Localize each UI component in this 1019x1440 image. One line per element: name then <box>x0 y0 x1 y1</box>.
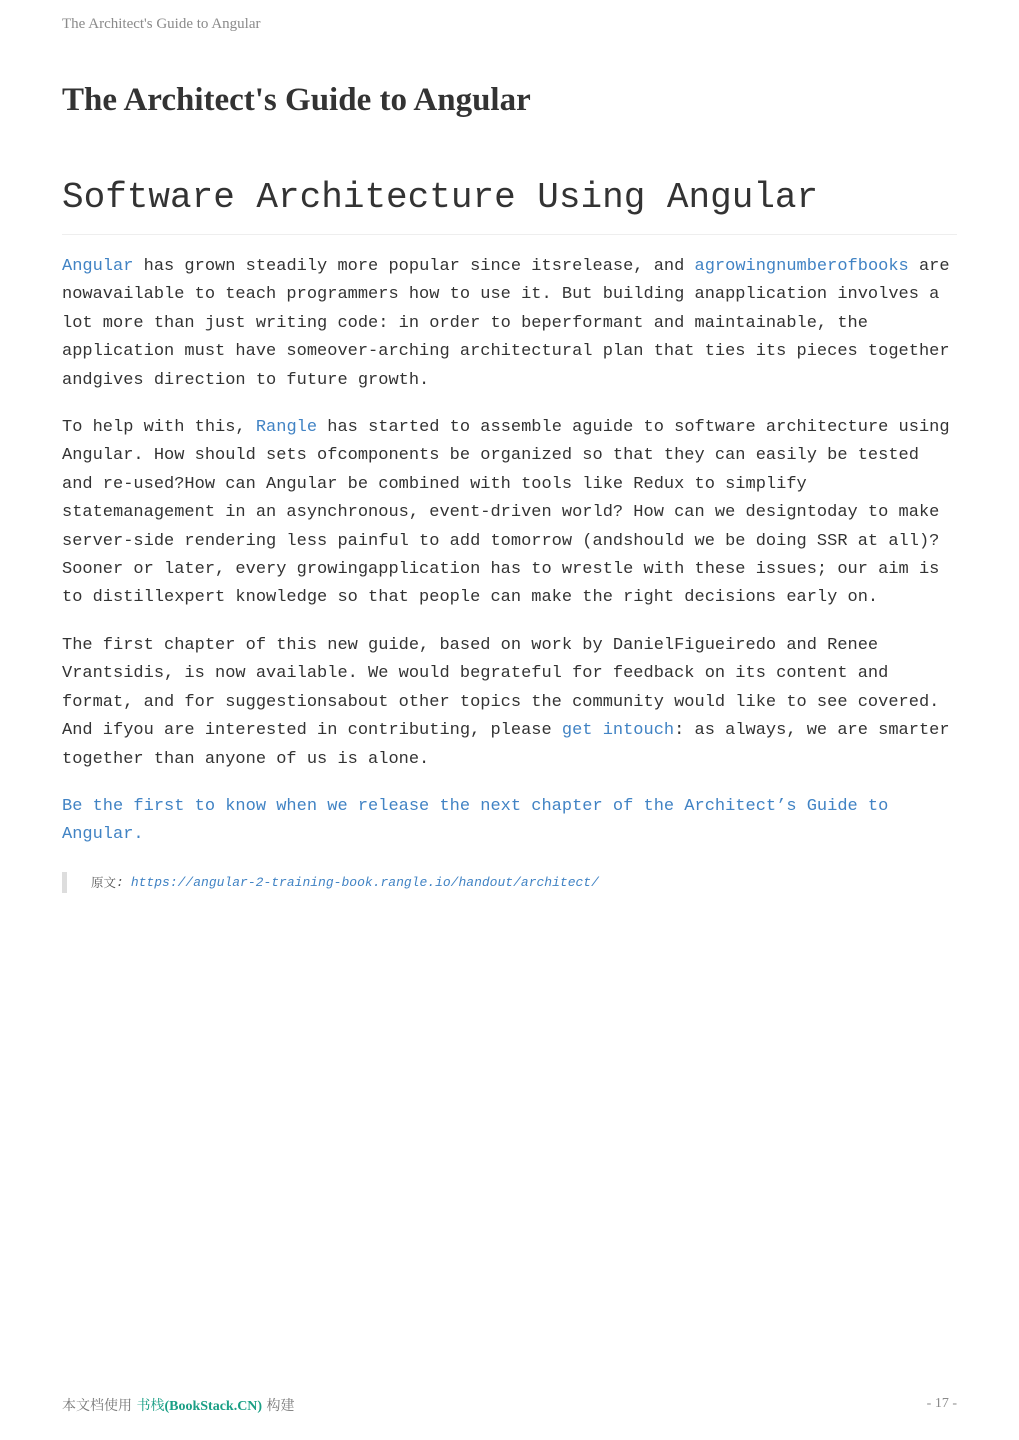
source-label: 原文 <box>91 875 117 891</box>
brand-latin: (BookStack.CN) <box>164 1399 263 1414</box>
footer-prefix: 本文档使用 <box>62 1398 137 1414</box>
source-colon: : <box>116 874 124 890</box>
bookstack-link[interactable] <box>136 1399 262 1414</box>
page-number: - 17 - <box>926 1396 957 1411</box>
source-blockquote <box>62 872 957 893</box>
paragraph-text: are nowavailable to teach programmers how to use it. But building anapplication involves a lot more than just writing code: in order to beperformant and maintainable, the application must have someover-arching architectural plan that ties its pieces together andgives direction to future growth. <box>62 257 950 390</box>
brand-cjk: 书栈 <box>136 1398 165 1414</box>
newsletter-link[interactable]: Be the first to know when we release the next chapter of the Architect’s Guide to Angular. <box>62 796 889 845</box>
article-content <box>62 78 957 893</box>
guide-paragraph <box>62 414 957 613</box>
paragraph-text: To help with this, <box>62 418 256 438</box>
book-title: The Architect's Guide to Angular <box>62 82 531 118</box>
footer-credit <box>62 1395 295 1415</box>
newsletter-paragraph <box>62 793 957 850</box>
footer-suffix: 构建 <box>262 1398 295 1414</box>
paragraph-text: : as always, we are smarter together than anyone of us is alone. <box>62 721 950 769</box>
books-link[interactable]: agrowingnumberofbooks <box>694 257 909 276</box>
running-header: The Architect's Guide to Angular <box>62 16 261 32</box>
source-url-link[interactable]: https://angular-2-training-book.rangle.io/handout/architect/ <box>130 874 599 890</box>
intro-paragraph <box>62 253 957 395</box>
section-title: Software Architecture Using Angular <box>62 174 957 235</box>
get-in-touch-link[interactable]: get intouch <box>561 721 675 741</box>
angular-link[interactable]: Angular <box>62 257 134 276</box>
rangle-link[interactable]: Rangle <box>255 418 318 438</box>
paragraph-text: has started to assemble aguide to software architecture using Angular. How should sets ofcomponents be organized so that they can easily be tested and re-used?How can Angular be combined with tools like Redux to simplify statemanagement in an asynchronous, event-driven world? How can we designtoday to make server-side rendering less painful to add tomorrow (andshould we be doing SSR at all)? Sooner or later, every growingapplication has to wrestle with these issues; our aim is to distillexpert knowledge so that people can make the right decisions early on. <box>62 418 950 608</box>
paragraph-text: has grown steadily more popular since itsrelease, and <box>133 257 695 276</box>
chapter-paragraph <box>62 632 957 774</box>
paragraph-text: The first chapter of this new guide, based on work by DanielFigueiredo and Renee Vrantsidis, is now available. We would begrateful for feedback on its content and format, and for suggestionsabout other topics the community would like to see covered. And ifyou are interested in contributing, please <box>62 635 940 741</box>
